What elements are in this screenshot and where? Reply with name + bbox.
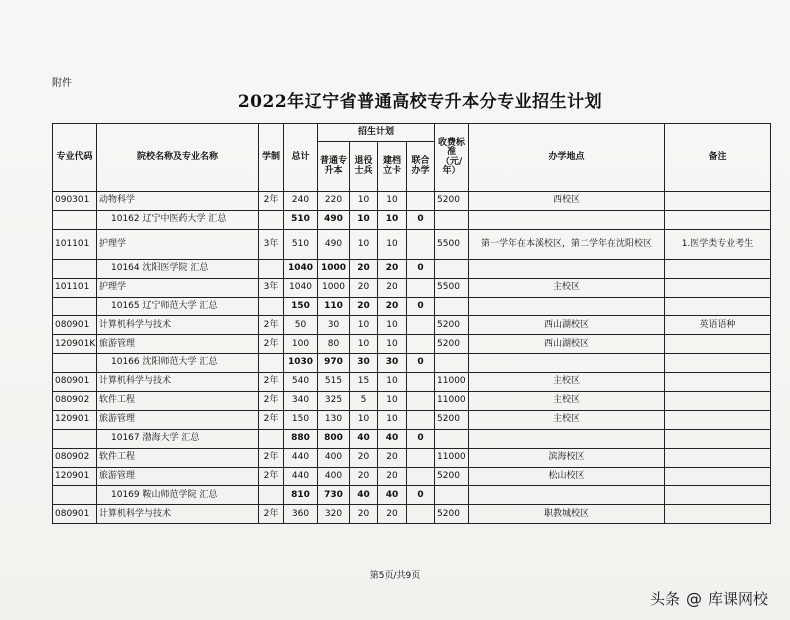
cell-poverty: 10 [378, 192, 407, 211]
cell-years: 2年 [259, 335, 284, 354]
cell-regular: 1000 [318, 259, 350, 278]
cell-code [53, 429, 97, 448]
cell-name: 计算机科学与技术 [97, 505, 259, 524]
page-title: 2022年辽宁省普通高校专升本分专业招生计划 [237, 92, 603, 112]
header-name: 院校名称及专业名称 [97, 124, 259, 192]
cell-code: 080901 [53, 373, 97, 392]
cell-note [665, 392, 771, 411]
cell-name: 计算机科学与技术 [97, 316, 259, 335]
cell-total: 440 [284, 448, 318, 467]
watermark-at: @ [685, 589, 702, 608]
cell-note [665, 429, 771, 448]
cell-fee [435, 297, 469, 316]
cell-code: 080901 [53, 505, 97, 524]
header-fee: 收费标准（元/年） [435, 124, 469, 192]
cell-note [665, 259, 771, 278]
cell-years: 2年 [259, 392, 284, 411]
cell-name: 10166 沈阳师范大学 汇总 [97, 354, 259, 373]
cell-veteran: 20 [350, 467, 378, 486]
cell-poverty: 20 [378, 278, 407, 297]
enrollment-plan-table [52, 123, 771, 524]
cell-note [665, 448, 771, 467]
cell-fee: 5200 [435, 192, 469, 211]
cell-campus: 主校区 [469, 410, 665, 429]
cell-code [53, 259, 97, 278]
summary-row [53, 210, 771, 229]
cell-years: 2年 [259, 373, 284, 392]
header-code: 专业代码 [53, 124, 97, 192]
header-joint: 联合办学 [407, 142, 435, 192]
cell-veteran: 20 [350, 297, 378, 316]
cell-poverty: 20 [378, 505, 407, 524]
cell-years [259, 429, 284, 448]
cell-fee: 11000 [435, 448, 469, 467]
cell-poverty: 20 [378, 259, 407, 278]
cell-veteran: 10 [350, 316, 378, 335]
cell-joint: 0 [407, 486, 435, 505]
cell-note [665, 335, 771, 354]
cell-joint [407, 392, 435, 411]
cell-campus [469, 429, 665, 448]
cell-poverty: 20 [378, 297, 407, 316]
cell-total: 100 [284, 335, 318, 354]
cell-name: 软件工程 [97, 448, 259, 467]
cell-regular: 80 [318, 335, 350, 354]
cell-poverty: 10 [378, 229, 407, 259]
cell-veteran: 10 [350, 229, 378, 259]
cell-campus [469, 210, 665, 229]
cell-note [665, 505, 771, 524]
cell-years [259, 354, 284, 373]
cell-joint: 0 [407, 259, 435, 278]
cell-joint [407, 467, 435, 486]
cell-note [665, 210, 771, 229]
cell-poverty: 10 [378, 316, 407, 335]
cell-fee: 5500 [435, 278, 469, 297]
cell-regular: 320 [318, 505, 350, 524]
cell-fee [435, 259, 469, 278]
cell-years: 2年 [259, 505, 284, 524]
cell-regular: 220 [318, 192, 350, 211]
cell-campus: 滨海校区 [469, 448, 665, 467]
cell-campus: 西山湖校区 [469, 316, 665, 335]
cell-total: 1030 [284, 354, 318, 373]
cell-regular: 970 [318, 354, 350, 373]
cell-years: 3年 [259, 278, 284, 297]
summary-row [53, 486, 771, 505]
cell-name: 10165 辽宁师范大学 汇总 [97, 297, 259, 316]
header-years: 学制 [259, 124, 284, 192]
cell-veteran: 40 [350, 429, 378, 448]
cell-veteran: 20 [350, 259, 378, 278]
header-veteran: 退役士兵 [350, 142, 378, 192]
table-row [53, 467, 771, 486]
cell-note: 英语语种 [665, 316, 771, 335]
cell-total: 340 [284, 392, 318, 411]
cell-veteran: 10 [350, 410, 378, 429]
cell-veteran: 40 [350, 486, 378, 505]
cell-total: 510 [284, 229, 318, 259]
cell-years: 2年 [259, 410, 284, 429]
cell-fee [435, 486, 469, 505]
cell-veteran: 10 [350, 210, 378, 229]
table-row [53, 192, 771, 211]
cell-note [665, 297, 771, 316]
cell-code: 080902 [53, 448, 97, 467]
watermark-account: 库课网校 [707, 590, 768, 608]
header-total: 总计 [284, 124, 318, 192]
cell-total: 1040 [284, 259, 318, 278]
cell-regular: 730 [318, 486, 350, 505]
cell-total: 540 [284, 373, 318, 392]
cell-fee: 5200 [435, 410, 469, 429]
header-poverty: 建档立卡 [378, 142, 407, 192]
cell-veteran: 20 [350, 505, 378, 524]
cell-name: 旅游管理 [97, 335, 259, 354]
table-row [53, 335, 771, 354]
summary-row [53, 354, 771, 373]
cell-campus: 主校区 [469, 373, 665, 392]
cell-campus [469, 486, 665, 505]
table-row [53, 505, 771, 524]
cell-veteran: 20 [350, 448, 378, 467]
cell-code [53, 297, 97, 316]
cell-name: 10169 鞍山师范学院 汇总 [97, 486, 259, 505]
cell-name: 10167 渤海大学 汇总 [97, 429, 259, 448]
cell-code: 080902 [53, 392, 97, 411]
watermark [650, 588, 768, 609]
cell-total: 360 [284, 505, 318, 524]
cell-total: 240 [284, 192, 318, 211]
cell-fee [435, 354, 469, 373]
cell-years [259, 297, 284, 316]
cell-poverty: 10 [378, 410, 407, 429]
cell-years: 2年 [259, 192, 284, 211]
cell-campus: 西山湖校区 [469, 335, 665, 354]
cell-regular: 800 [318, 429, 350, 448]
cell-veteran: 10 [350, 335, 378, 354]
cell-campus: 主校区 [469, 278, 665, 297]
header-note: 备注 [665, 124, 771, 192]
header-row-1 [53, 124, 771, 142]
cell-total: 150 [284, 410, 318, 429]
cell-years: 2年 [259, 316, 284, 335]
cell-poverty: 40 [378, 429, 407, 448]
cell-note [665, 410, 771, 429]
cell-poverty: 10 [378, 335, 407, 354]
cell-campus: 主校区 [469, 392, 665, 411]
summary-row [53, 297, 771, 316]
cell-code: 090301 [53, 192, 97, 211]
cell-code [53, 354, 97, 373]
cell-code: 120901K [53, 335, 97, 354]
cell-code: 080901 [53, 316, 97, 335]
cell-regular: 490 [318, 229, 350, 259]
cell-years: 2年 [259, 467, 284, 486]
cell-code [53, 486, 97, 505]
cell-code: 120901 [53, 467, 97, 486]
cell-joint [407, 505, 435, 524]
header-campus: 办学地点 [469, 124, 665, 192]
cell-joint: 0 [407, 354, 435, 373]
cell-years: 2年 [259, 448, 284, 467]
cell-veteran: 20 [350, 278, 378, 297]
cell-regular: 490 [318, 210, 350, 229]
cell-poverty: 40 [378, 486, 407, 505]
cell-poverty: 10 [378, 210, 407, 229]
cell-fee: 5200 [435, 316, 469, 335]
table-row [53, 316, 771, 335]
cell-veteran: 10 [350, 192, 378, 211]
cell-code [53, 210, 97, 229]
cell-years: 3年 [259, 229, 284, 259]
cell-joint [407, 373, 435, 392]
cell-fee: 5200 [435, 335, 469, 354]
cell-regular: 400 [318, 467, 350, 486]
cell-years [259, 210, 284, 229]
cell-regular: 400 [318, 448, 350, 467]
cell-veteran: 30 [350, 354, 378, 373]
cell-veteran: 5 [350, 392, 378, 411]
cell-fee: 11000 [435, 373, 469, 392]
watermark-prefix: 头条 [649, 590, 680, 608]
table-row [53, 392, 771, 411]
cell-joint: 0 [407, 297, 435, 316]
cell-joint [407, 448, 435, 467]
cell-poverty: 20 [378, 467, 407, 486]
cell-years [259, 259, 284, 278]
cell-regular: 515 [318, 373, 350, 392]
cell-name: 护理学 [97, 229, 259, 259]
cell-regular: 325 [318, 392, 350, 411]
cell-poverty: 10 [378, 392, 407, 411]
cell-note: 1.医学类专业考生 [665, 229, 771, 259]
table-row [53, 448, 771, 467]
cell-joint: 0 [407, 429, 435, 448]
cell-total: 440 [284, 467, 318, 486]
header-plan-group: 招生计划 [318, 124, 435, 142]
cell-code: 101101 [53, 278, 97, 297]
cell-note [665, 192, 771, 211]
cell-total: 150 [284, 297, 318, 316]
cell-joint [407, 278, 435, 297]
cell-total: 810 [284, 486, 318, 505]
cell-total: 510 [284, 210, 318, 229]
cell-name: 旅游管理 [97, 410, 259, 429]
cell-campus [469, 354, 665, 373]
cell-joint [407, 410, 435, 429]
summary-row [53, 259, 771, 278]
page-footer: 第5页/共9页 [369, 571, 421, 581]
cell-note [665, 354, 771, 373]
cell-joint [407, 229, 435, 259]
header-regular: 普通专升本 [318, 142, 350, 192]
cell-code: 120901 [53, 410, 97, 429]
cell-joint: 0 [407, 210, 435, 229]
cell-fee [435, 210, 469, 229]
cell-name: 护理学 [97, 278, 259, 297]
attachment-label: 附件 [52, 78, 72, 89]
cell-regular: 110 [318, 297, 350, 316]
cell-note [665, 278, 771, 297]
summary-row [53, 429, 771, 448]
cell-code: 101101 [53, 229, 97, 259]
cell-name: 旅游管理 [97, 467, 259, 486]
cell-joint [407, 335, 435, 354]
cell-note [665, 373, 771, 392]
table-row [53, 229, 771, 259]
cell-campus: 第一学年在本溪校区，第二学年在沈阳校区 [469, 229, 665, 259]
cell-regular: 1000 [318, 278, 350, 297]
cell-joint [407, 316, 435, 335]
table-row [53, 373, 771, 392]
cell-total: 880 [284, 429, 318, 448]
cell-campus [469, 297, 665, 316]
cell-campus: 西校区 [469, 192, 665, 211]
cell-poverty: 30 [378, 354, 407, 373]
table-row [53, 278, 771, 297]
cell-name: 10164 沈阳医学院 汇总 [97, 259, 259, 278]
cell-name: 计算机科学与技术 [97, 373, 259, 392]
cell-campus [469, 259, 665, 278]
cell-name: 动物科学 [97, 192, 259, 211]
cell-note [665, 467, 771, 486]
cell-regular: 130 [318, 410, 350, 429]
cell-campus: 职教城校区 [469, 505, 665, 524]
cell-fee: 11000 [435, 392, 469, 411]
cell-fee [435, 429, 469, 448]
cell-name: 软件工程 [97, 392, 259, 411]
cell-veteran: 15 [350, 373, 378, 392]
cell-years [259, 486, 284, 505]
cell-poverty: 20 [378, 448, 407, 467]
cell-fee: 5200 [435, 505, 469, 524]
cell-total: 50 [284, 316, 318, 335]
cell-joint [407, 192, 435, 211]
table-row [53, 410, 771, 429]
cell-poverty: 10 [378, 373, 407, 392]
cell-name: 10162 辽宁中医药大学 汇总 [97, 210, 259, 229]
cell-total: 1040 [284, 278, 318, 297]
cell-fee: 5500 [435, 229, 469, 259]
cell-fee: 5200 [435, 467, 469, 486]
cell-regular: 30 [318, 316, 350, 335]
cell-campus: 松山校区 [469, 467, 665, 486]
cell-note [665, 486, 771, 505]
